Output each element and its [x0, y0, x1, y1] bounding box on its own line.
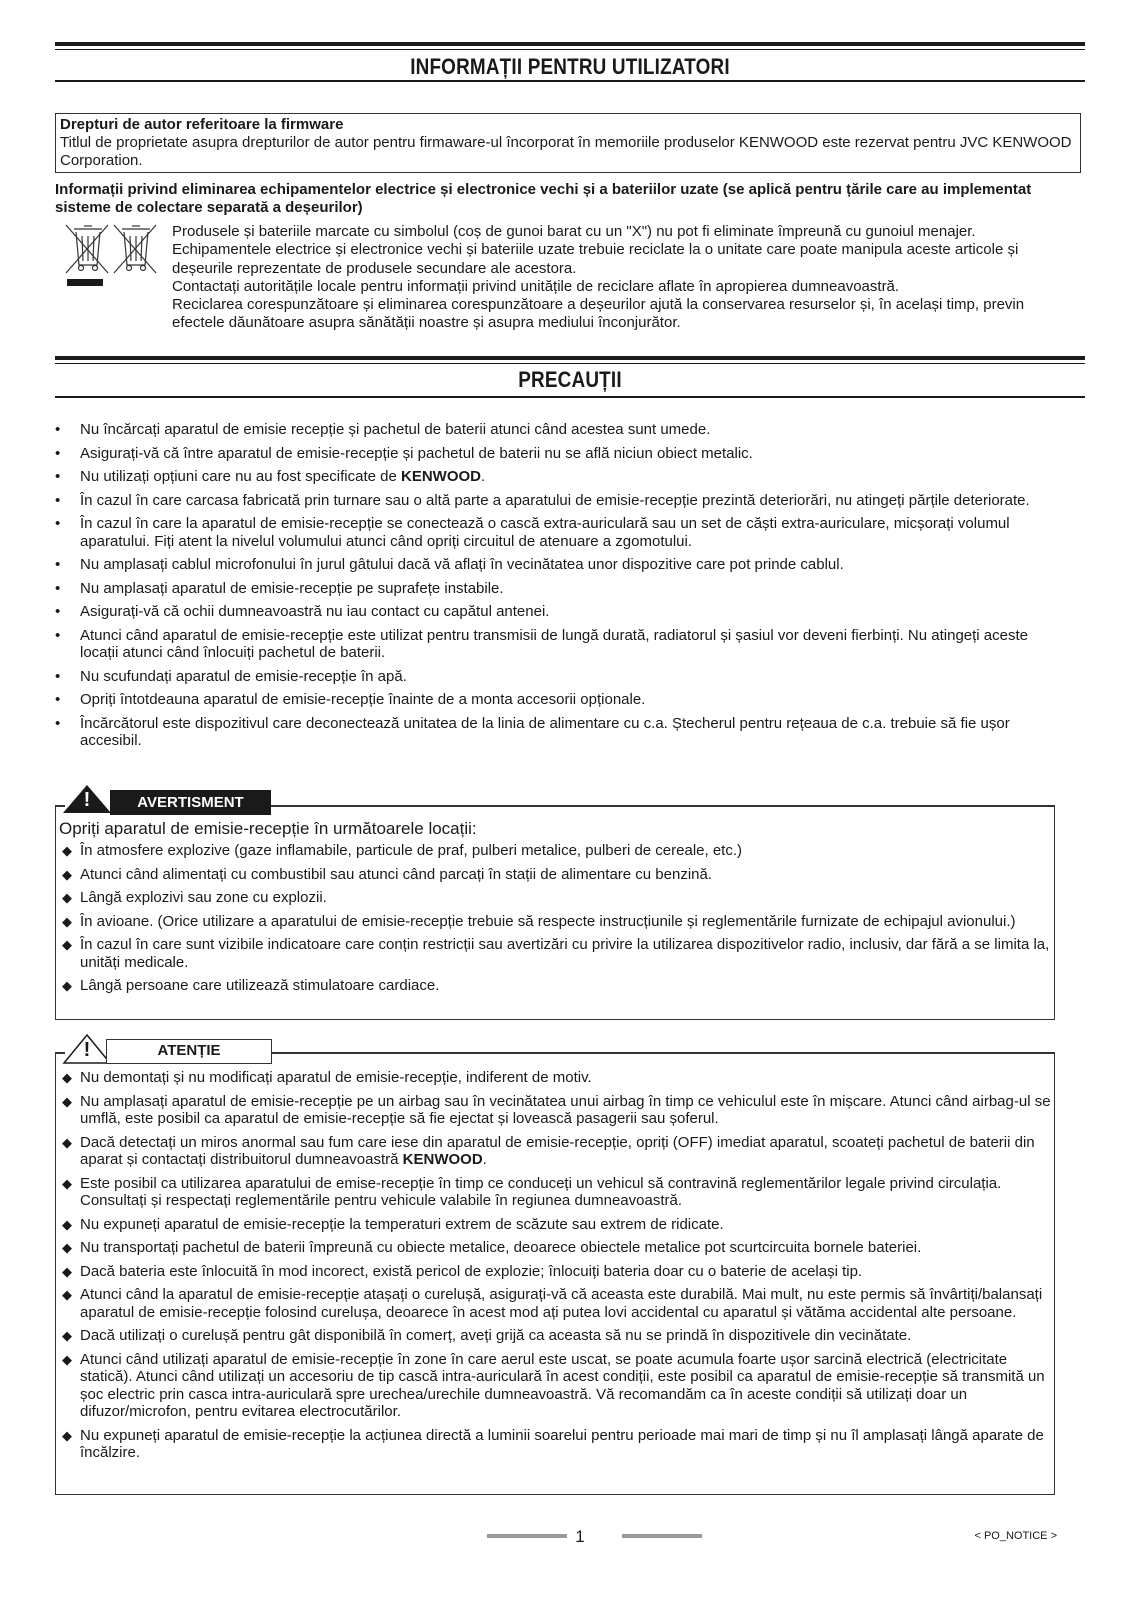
list-item-text: Nu utilizați opțiuni care nu au fost specificate de [80, 468, 402, 485]
list-item-text: Nu amplasați aparatul de emisie-recepție pe un airbag sau în vecinătatea unui airbag în timp ce vehiculul este în mișcare. Atunci când airbag-ul se umflă, este posibil ca aparatul de emisie-recepție să fie ejectat și lovească pasagerii sau șoferul. [80, 1092, 1051, 1127]
caution-label: ATENȚIE [106, 1039, 272, 1064]
warning-label: AVERTISMENT [110, 790, 271, 815]
diamond-bullet-icon: ◆ [62, 1351, 72, 1367]
list-item [62, 1216, 1052, 1234]
list-item-text: Asigurați-vă că ochii dumneavoastră nu iau contact cu capătul antenei. [80, 603, 550, 620]
heading-rule-thin [55, 363, 1085, 364]
list-item-text: Dacă detectați un miros anormal sau fum care iese din aparatul de emisie-recepție, opriți (OFF) imediat aparatul, scoateți pachetul de baterii din aparat și contactați distribuitorul dumneavoastră [80, 1133, 1035, 1168]
list-item-text: Lângă explozivi sau zone cu explozii. [80, 889, 327, 906]
list-item [55, 468, 1055, 486]
bullet: • [55, 579, 61, 597]
diamond-bullet-icon: ◆ [62, 1287, 72, 1302]
list-item-text: Asigurați-vă că între aparatul de emisie-recepție și pachetul de baterii nu se află niciun obiect metalic. [80, 444, 753, 462]
list-item-text: În cazul în care carcasa fabricată prin turnare sau o altă parte a aparatului de emisie-recepție prezintă deteriorări, nu atingeți părțile deteriorate. [80, 491, 1030, 509]
disposal-paragraph: Produsele și bateriile marcate cu simbolul (coș de gunoi barat cu un "X") nu pot fi eliminate împreună cu gunoiul menajer. [172, 223, 976, 240]
list-item-text: Lângă persoane care utilizează stimulatoare cardiace. [80, 977, 440, 994]
bullet: • [55, 626, 61, 644]
list-item [62, 889, 1052, 907]
list-item [62, 866, 1052, 884]
list-item-text: Dacă utilizați o curelușă pentru gât disponibilă în comerț, aveți grijă ca aceasta să nu se prindă în dispozitivele din vecinătate. [80, 1327, 912, 1344]
firmware-copyright-box [55, 113, 1081, 173]
list-item [55, 492, 1055, 510]
list-item [62, 1286, 1052, 1321]
bullet: • [55, 444, 61, 462]
bullet: • [55, 667, 61, 685]
list-item-text: Este posibil ca utilizarea aparatului de emise-recepție în timp ce conduceți un vehicul să contravină reglementărilor legale privind circulația. Consultați și respectați reglementările pentru vehicule valabile în regiunea dumneavoastră. [80, 1174, 1002, 1209]
list-item [55, 691, 1055, 709]
list-item-text: Opriți întotdeauna aparatul de emisie-recepție înainte de a monta accesorii opționale. [80, 691, 646, 708]
list-item [55, 668, 1055, 686]
diamond-bullet-icon: ◆ [62, 978, 72, 993]
bullet: • [55, 468, 61, 485]
list-item-text: Atunci când utilizați aparatul de emisie-recepție în zone în care aerul este uscat, se poate acumula foarte ușor sarcină electrică (electricitate statică). Atunci când utilizați un accesoriu de tip cască intra-auriculară în acest condiții, este posibil ca aparatul de emisie-recepție să transmită un șoc electric prin casca intra-auriculară spre urechea/urechile dumneavoastră. Vă recomandăm ca în aceste condiții să utilizați doar un difuzor/microfon, pentru evitarea electrocutărilor. [80, 1350, 1045, 1420]
list-item-text: Nu încărcați aparatul de emisie recepție și pachetul de baterii atunci când acestea sunt umede. [80, 421, 711, 438]
caution-box-top-rule [272, 1052, 1055, 1054]
disposal-paragraph: Reciclarea corespunzătoare și eliminarea corespunzătoare a deșeurilor ajută la conservarea resurselor și, în același timp, previn efectele dăunătoare asupra sănătății noastre și asupra mediului înconjurător. [172, 296, 1025, 332]
caution-exclamation: ! [83, 1039, 91, 1061]
page-number: 1 [575, 1527, 585, 1546]
list-item-text: În avioane. (Orice utilizare a aparatului de emisie-recepție trebuie să respecte instrucțiunile și reglementările furnizate de echipajul avionului.) [80, 912, 1016, 930]
list-item-text: Atunci când alimentați cu combustibil sau atunci când parcați în stații de alimentare cu benzină. [80, 865, 713, 883]
list-item [55, 421, 1055, 439]
list-item-text: Nu expuneți aparatul de emisie-recepție la temperaturi extrem de scăzute sau extrem de ridicate. [80, 1215, 724, 1233]
list-item-text: Atunci când aparatul de emisie-recepție este utilizat pentru transmisii de lungă durată, radiatorul și șasiul vor deveni fierbinți. Nu atingeți aceste locații atunci când înlocuiți pachetul de baterii. [80, 626, 1029, 661]
heading-rule-top [55, 356, 1085, 360]
users-info-heading: INFORMAȚII PENTRU UTILIZATORI [410, 54, 730, 79]
users-info-heading-block [55, 42, 1085, 106]
list-item-text: Nu demontați și nu modificați aparatul de emisie-recepție, indiferent de motiv. [80, 1069, 592, 1086]
diamond-bullet-icon: ◆ [62, 890, 72, 905]
list-item [62, 1093, 1052, 1128]
disposal-info-text [172, 223, 1077, 333]
list-item [55, 715, 1055, 750]
list-item-text: În cazul în care sunt vizibile indicatoare care conțin restricții sau avertizări cu privire la utilizarea dispozitivelor radio, inclusiv, dar fără a se limita la, unități medicale. [80, 936, 1050, 971]
heading-rule-bottom [55, 80, 1085, 82]
list-item-text: Atunci când la aparatul de emisie-recepție atașați o curelușă, asigurați-vă că aceasta este durabilă. Mai mult, nu este permis să învârtiți/balansați aparatul de emisie-recepție folosind curelușa, deoarece în acest mod ați putea lovi accidental cu aparatul și vătăma accidental alte persoane. [80, 1286, 1043, 1321]
list-item [62, 1427, 1052, 1462]
firmware-copyright-title: Drepturi de autor referitoare la firmware [60, 116, 344, 133]
list-item [62, 1327, 1052, 1345]
diamond-bullet-icon: ◆ [62, 937, 72, 952]
disposal-paragraph: Echipamentele electrice și electronice vechi și bateriile uzate trebuie reciclate la o unitate care poate manipula aceste articole și deșeurile reprezentate de produsele secundare ale acestora. [172, 241, 1019, 277]
bullet: • [55, 491, 61, 509]
bullet: • [55, 556, 61, 573]
bullet: • [55, 714, 61, 732]
list-item-text: Nu scufundați aparatul de emisie-recepție în apă. [80, 667, 407, 685]
list-item [55, 580, 1055, 598]
list-item-text: . [482, 1151, 487, 1168]
diamond-bullet-icon: ◆ [62, 913, 72, 929]
list-item [55, 515, 1055, 550]
heading-rule-top [55, 42, 1085, 46]
list-item [62, 842, 1052, 860]
diamond-bullet-icon: ◆ [62, 1240, 72, 1255]
list-item [62, 1351, 1052, 1421]
list-item-text: Nu amplasați cablul microfonului în jurul gâtului dacă vă aflați în vecinătatea unor dispozitive care pot prinde cablul. [80, 556, 844, 573]
list-item [55, 445, 1055, 463]
diamond-bullet-icon: ◆ [62, 1263, 72, 1279]
footer-bar-left [487, 1534, 567, 1538]
bullet: • [55, 515, 61, 532]
warning-tab [62, 790, 272, 815]
warning-box-top-rule [270, 805, 1055, 807]
warning-list [62, 842, 1052, 1001]
disposal-paragraph: Contactați autoritățile locale pentru informații privind unitățile de reciclare aflate în apropierea dumneavoastră. [172, 277, 900, 295]
precautions-heading-block [55, 356, 1085, 406]
list-item-text: . [481, 468, 486, 485]
bullet: • [55, 421, 61, 438]
diamond-bullet-icon: ◆ [62, 1216, 72, 1232]
list-item [62, 1263, 1052, 1281]
list-item [62, 1069, 1052, 1087]
caution-tab [62, 1039, 274, 1064]
bullet: • [55, 603, 61, 620]
list-item-text: Nu expuneți aparatul de emisie-recepție la acțiunea directă a luminii soarelui pentru perioade mai mari de timp și nu îl amplasați lângă aparate de încălzire. [80, 1426, 1044, 1461]
diamond-bullet-icon: ◆ [62, 1070, 72, 1085]
warning-exclamation: ! [83, 789, 91, 811]
heading-rule-thin [55, 49, 1085, 50]
bullet: • [55, 691, 61, 708]
list-item [62, 977, 1052, 995]
list-item [55, 627, 1055, 662]
list-item [62, 1134, 1052, 1169]
list-item [62, 1239, 1052, 1257]
list-item [62, 1175, 1052, 1210]
diamond-bullet-icon: ◆ [62, 1328, 72, 1343]
precautions-heading: PRECAUȚII [518, 367, 622, 392]
diamond-bullet-icon: ◆ [62, 1175, 72, 1191]
diamond-bullet-icon: ◆ [62, 843, 72, 858]
list-item-text: În atmosfere explozive (gaze inflamabile, particule de praf, pulberi metalice, pulberi de cereale, etc.) [80, 842, 743, 859]
list-item-text: Dacă bateria este înlocuită în mod incorect, există pericol de explozie; înlocuiți bateria doar cu o baterie de același tip. [80, 1262, 863, 1280]
brand-name: KENWOOD [402, 1151, 483, 1168]
crossed-out-bin-icon [62, 223, 162, 293]
list-item-text: În cazul în care la aparatul de emisie-recepție se conectează o cască extra-auriculară sau un set de căști extra-auriculare, micșorați volumul aparatului. Fiți atent la nivelul volumului atunci când opriți circuitul de atenuare a zgomotului. [80, 515, 1010, 550]
diamond-bullet-icon: ◆ [62, 1093, 72, 1109]
document-code: < PO_NOTICE > [974, 1530, 1057, 1542]
footer-bar-right [622, 1534, 702, 1538]
disposal-info-title: Informații privind eliminarea echipamentelor electrice și electronice vechi și a bateriilor uzate (se aplică pentru țările care au implementat sisteme de colectare separată a deșeurilor) [55, 181, 1032, 216]
heading-rule-bottom [55, 396, 1085, 398]
precautions-list [55, 421, 1055, 756]
list-item-text: Încărcătorul este dispozitivul care deconectează unitatea de la linia de alimentare cu c.a. Ștecherul pentru rețeaua de c.a. trebuie să fie ușor accesibil. [80, 714, 1010, 749]
list-item [62, 913, 1052, 931]
caution-list [62, 1069, 1052, 1468]
brand-name: KENWOOD [401, 468, 482, 485]
list-item [62, 936, 1052, 971]
firmware-copyright-text: Titlul de proprietate asupra drepturilor de autor pentru firmaware-ul încorporat în memoriile produselor KENWOOD este rezervat pentru JVC KENWOOD Corporation. [60, 134, 1072, 169]
diamond-bullet-icon: ◆ [62, 866, 72, 882]
diamond-bullet-icon: ◆ [62, 1427, 72, 1443]
diamond-bullet-icon: ◆ [62, 1134, 72, 1150]
list-item [55, 603, 1055, 621]
warning-intro: Opriți aparatul de emisie-recepție în următoarele locații: [59, 819, 477, 838]
list-item [55, 556, 1055, 574]
list-item-text: Nu transportați pachetul de baterii împreună cu obiecte metalice, deoarece obiectele metalice pot scurtcircuita bornele bateriei. [80, 1239, 922, 1256]
list-item-text: Nu amplasați aparatul de emisie-recepție pe suprafețe instabile. [80, 579, 504, 597]
